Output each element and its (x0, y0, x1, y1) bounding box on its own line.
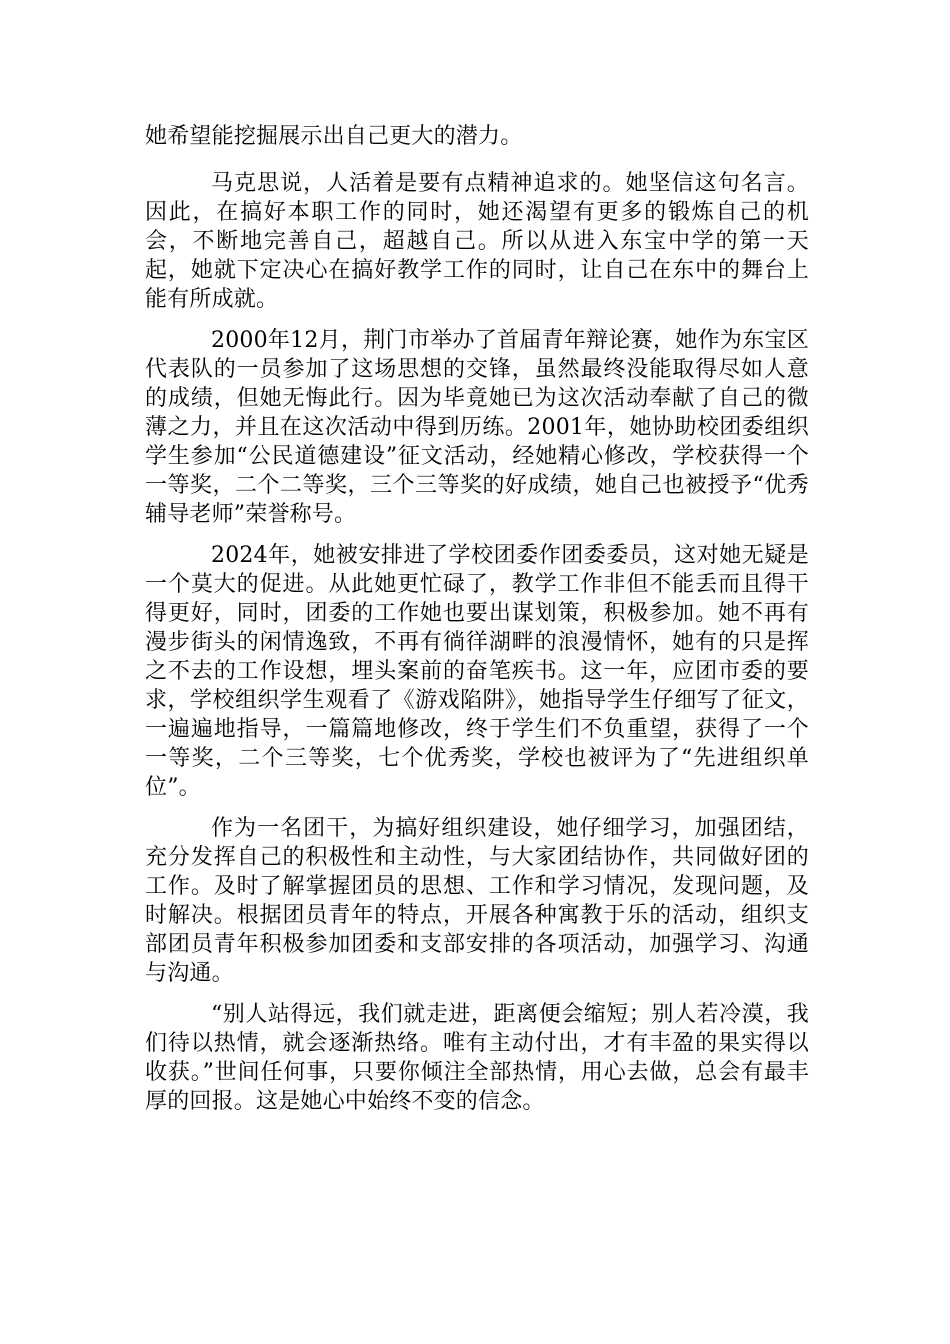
paragraph-league-committee-2024: 2024年，她被安排进了学校团委作团委委员，这对她无疑是一个莫大的促进。从此她更忙碌了，教学工作非但不能丢而且得干得更好，同时，团委的工作她也要出谋划策，积极参加。她不再有漫步街头的闲情逸致，不再有徜徉湖畔的浪漫情怀，她有的只是挥之不去的工作设想，埋头案前的奋笔疾书。这一年，应团市委的要求，学校组织学生观看了《游戏陷阱》，她指导学生仔细写了征文，一遍遍地指导，一篇篇地修改，终于学生们不负重望，获得了一个一等奖，二个三等奖，七个优秀奖，学校也被评为了“先进组织单位”。 (145, 543, 809, 800)
paragraph-debate-2000: 2000年12月，荆门市举办了首届青年辩论赛，她作为东宝区代表队的一员参加了这场思想的交锋，虽然最终没能取得尽如人意的成绩，但她无悔此行。因为毕竟她已为这次活动奉献了自己的微薄之力，并且在这次活动中得到历练。2001年，她协助校团委组织学生参加“公民道德建设”征文活动，经她精心修改，学校获得一个一等奖，二个二等奖，三个三等奖的好成绩，她自己也被授予“优秀辅导老师”荣誉称号。 (145, 328, 809, 527)
document-body (145, 122, 809, 1128)
paragraph-marx-quote: 马克思说，人活着是要有点精神追求的。她坚信这句名言。因此，在搞好本职工作的同时，她还渴望有更多的锻炼自己的机会，不断地完善自己，超越自己。所以从进入东宝中学的第一天起，她就下定决心在搞好教学工作的同时，让自己在东中的舞台上能有所成就。 (145, 171, 809, 312)
paragraph-organization-building: 作为一名团干，为搞好组织建设，她仔细学习，加强团结，充分发挥自己的积极性和主动性，与大家团结协作，共同做好团的工作。及时了解掌握团员的思想、工作和学习情况，发现问题，及时解决。根据团员青年的特点，开展各种寓教于乐的活动，组织支部团员青年积极参加团委和支部安排的各项活动，加强学习、沟通与沟通。 (145, 816, 809, 986)
paragraph-belief: “别人站得远，我们就走进，距离便会缩短；别人若冷漠，我们待以热情，就会逐渐热络。唯有主动付出，才有丰盈的果实得以收获。”世间任何事，只要你倾注全部热情，用心去做，总会有最丰厚的回报。这是她心中始终不变的信念。 (145, 1002, 809, 1114)
paragraph-continuation: 她希望能挖掘展示出自己更大的潜力。 (145, 124, 523, 149)
